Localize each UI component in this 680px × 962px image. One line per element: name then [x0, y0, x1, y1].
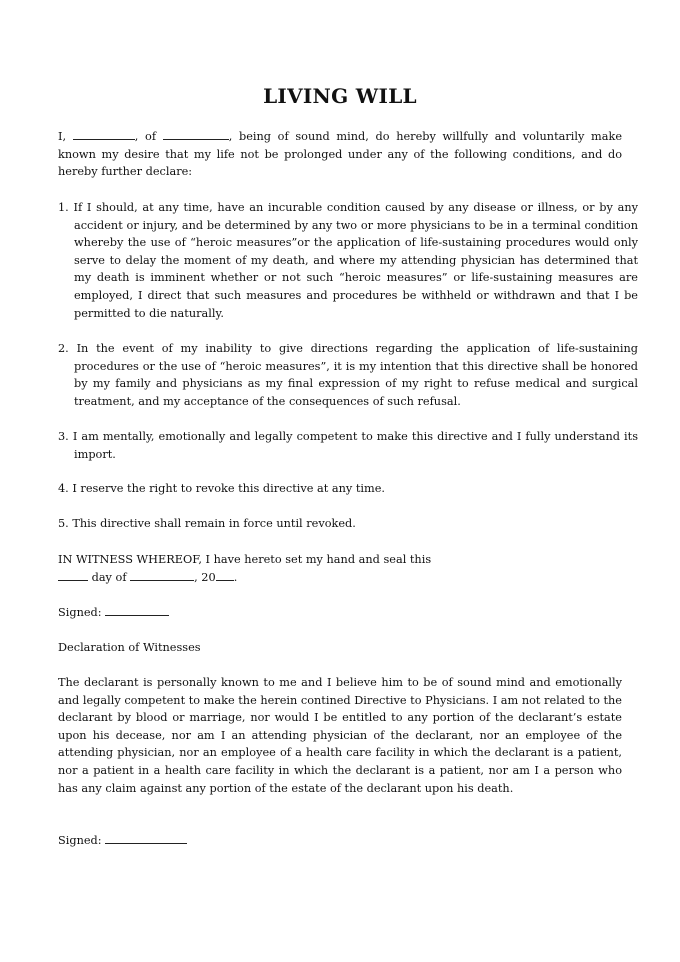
witness-date-line [58, 569, 622, 587]
year-prefix: , 20 [194, 570, 216, 584]
intro-paragraph [58, 128, 622, 181]
month-blank[interactable] [130, 569, 194, 581]
witnesses-paragraph: The declarant is personally known to me and I believe him to be of sound mind and emotionally and legally competent to make the herein contined Directive to Physicians. I am not related to the declarant by blood or marriage, nor would I be entitled to any portion of the declarant’s estate upon his decease, nor am I an attending physician of the declarant, nor an employee of the attending physician, nor an employee of a health care facility in which the declarant is a patient, nor a patient in a health care facility in which the declarant is a patient, nor am I a person who has any claim against any portion of the estate of the declarant upon his death. [58, 676, 622, 795]
intro-pre: I, [58, 130, 67, 143]
signature-blank-2[interactable] [105, 832, 187, 844]
year-suffix: . [233, 570, 238, 584]
signed-label-2: Signed: [58, 834, 102, 847]
intro-post: , being of sound mind, do hereby willfully and voluntarily make known my desire that my life not be prolonged under any of the following conditions, and do hereby further declare: [58, 130, 623, 179]
signature-line-1 [58, 604, 622, 622]
signed-label-1: Signed: [58, 606, 102, 619]
declarant-name-blank[interactable] [73, 128, 135, 140]
day-of-label: day of [91, 570, 127, 584]
day-blank[interactable] [58, 569, 88, 581]
document-title: LIVING WILL [263, 84, 417, 108]
signature-blank-1[interactable] [105, 604, 169, 616]
declarant-residence-blank[interactable] [163, 128, 229, 140]
clause-4: 4. I reserve the right to revoke this directive at any time. [58, 482, 385, 495]
witness-line-1: IN WITNESS WHEREOF, I have hereto set my hand and seal this [58, 553, 432, 566]
intro-mid: , of [134, 130, 157, 143]
signature-line-2 [58, 832, 622, 850]
clause-3: 3. I am mentally, emotionally and legally competent to make this directive and I fully understand its import. [58, 430, 638, 461]
witnesses-heading: Declaration of Witnesses [58, 641, 201, 654]
clause-5: 5. This directive shall remain in force until revoked. [58, 517, 356, 530]
clause-1: 1. If I should, at any time, have an incurable condition caused by any disease or illness, or by any accident or injury, and be determined by any two or more physicians to be in a terminal condition whereby the use of “heroic measures”or the application of life-sustaining procedures would only serve to delay the moment of my death, and where my attending physician has determined that my death is imminent whether or not such “heroic measures” or life-sustaining measures are employed, I direct that such measures and procedures be withheld or withdrawn and that I be permitted to die naturally. [58, 201, 638, 320]
clause-2: 2. In the event of my inability to give directions regarding the application of life-sustaining procedures or the use of “heroic measures”, it is my intention that this directive shall be honored by my family and physicians as my final expression of my right to refuse medical and surgical treatment, and my acceptance of the consequences of such refusal. [58, 342, 638, 408]
witness-whereof [58, 551, 622, 586]
year-blank[interactable] [216, 569, 234, 581]
